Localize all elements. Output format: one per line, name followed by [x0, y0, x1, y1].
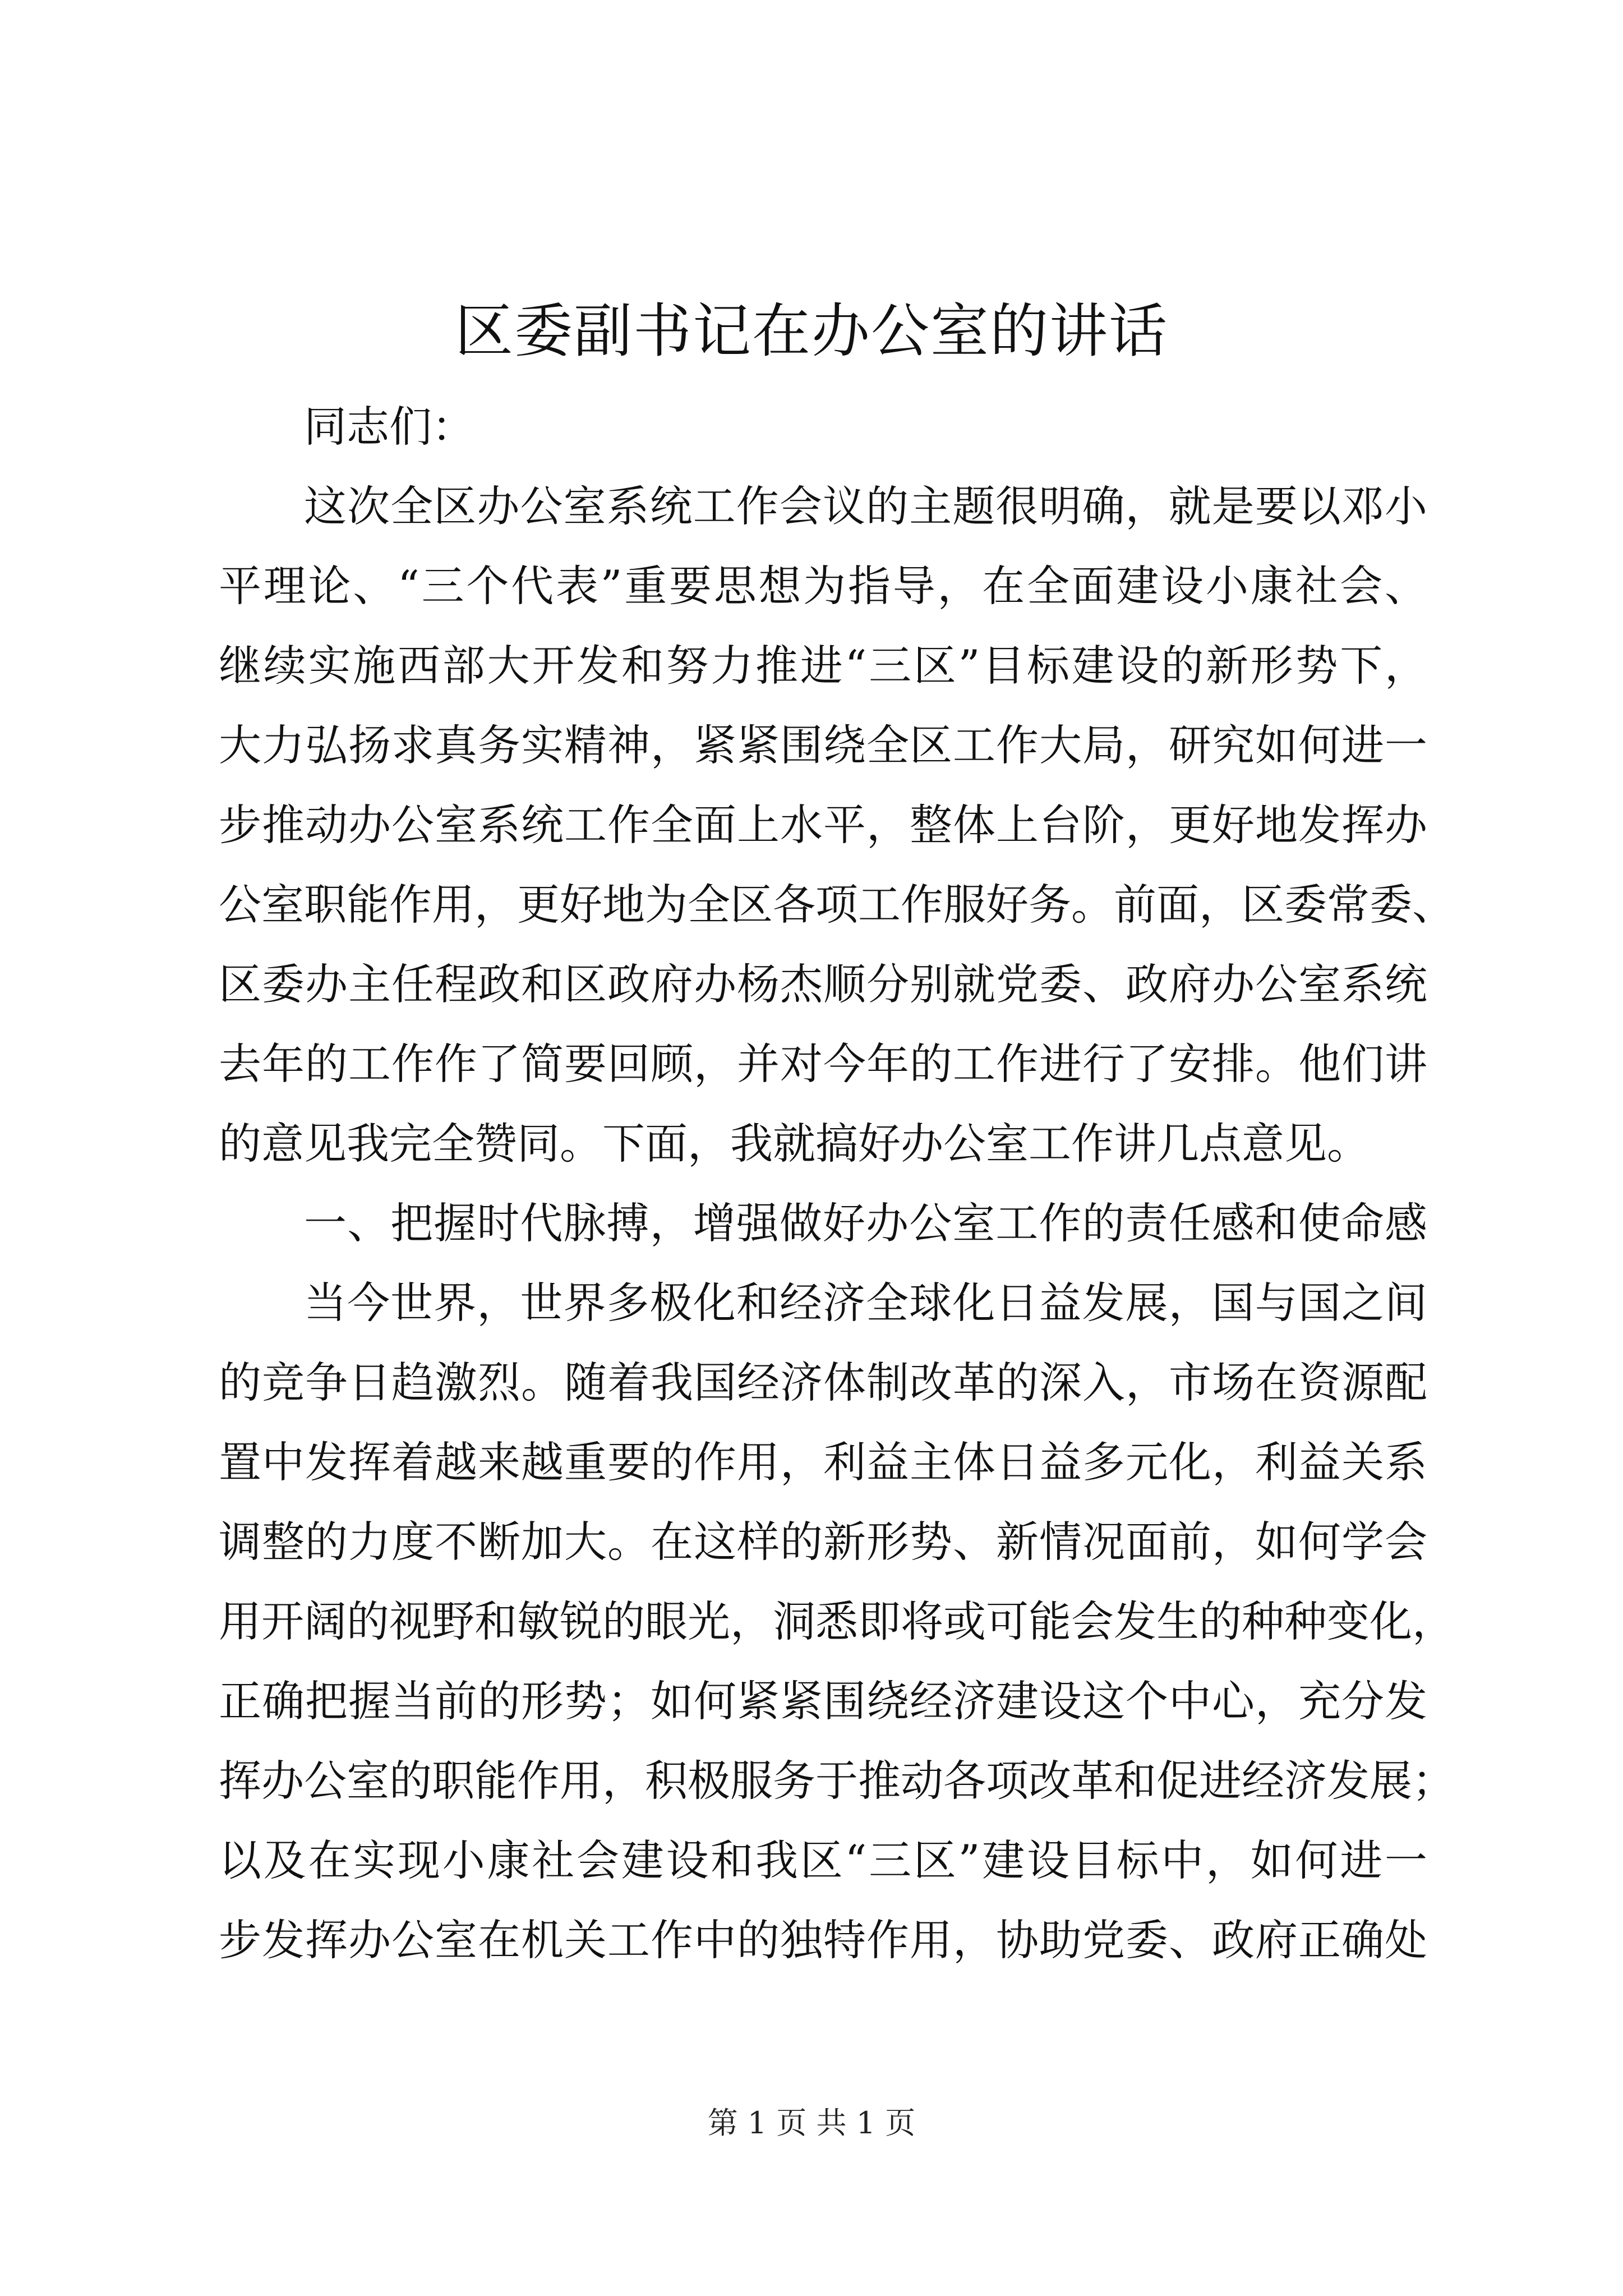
paragraph-line: 继续实施西部大开发和努力推进“三区”目标建设的新形势下，: [219, 641, 1427, 691]
paragraph-line: 步发挥办公室在机关工作中的独特作用，协助党委、政府正确处: [219, 1915, 1427, 1965]
paragraph-line: 置中发挥着越来越重要的作用，利益主体日益多元化，利益关系: [219, 1437, 1427, 1487]
paragraph-line: 区委办主任程政和区政府办杨杰顺分别就党委、政府办公室系统: [219, 959, 1427, 1009]
paragraph-line: 大力弘扬求真务实精神，紧紧围绕全区工作大局，研究如何进一: [219, 720, 1427, 770]
paragraph-line: 去年的工作作了简要回顾，并对今年的工作进行了安排。他们讲: [219, 1039, 1427, 1089]
paragraph-line: 挥办公室的职能作用，积极服务于推动各项改革和促进经济发展；: [219, 1756, 1455, 1806]
section-heading: 一、把握时代脉搏，增强做好办公室工作的责任感和使命感: [304, 1198, 1427, 1248]
paragraph-line: 步推动办公室系统工作全面上水平，整体上台阶，更好地发挥办: [219, 800, 1427, 850]
paragraph-line: 以及在实现小康社会建设和我区“三区”建设目标中，如何进一: [219, 1835, 1427, 1885]
paragraph-line: 平理论、“三个代表”重要思想为指导，在全面建设小康社会、: [219, 561, 1427, 611]
paragraph-line: 调整的力度不断加大。在这样的新形势、新情况面前，如何学会: [219, 1517, 1427, 1567]
paragraph-line: 的竞争日趋激烈。随着我国经济体制改革的深入，市场在资源配: [219, 1358, 1427, 1407]
salutation-line: 同志们：: [304, 402, 474, 452]
paragraph-line: 用开阔的视野和敏锐的眼光，洞悉即将或可能会发生的种种变化，: [219, 1596, 1455, 1646]
document-title: 区委副书记在办公室的讲话: [454, 297, 1168, 365]
paragraph-line: 正确把握当前的形势；如何紧紧围绕经济建设这个中心，充分发: [219, 1676, 1427, 1726]
paragraph-line: 的意见我完全赞同。下面，我就搞好办公室工作讲几点意见。: [219, 1119, 1370, 1168]
paragraph-line: 公室职能作用，更好地为全区各项工作服好务。前面，区委常委、: [219, 880, 1455, 930]
paragraph-line: 当今世界，世界多极化和经济全球化日益发展，国与国之间: [304, 1278, 1427, 1328]
page-footer: 第 1 页 共 1 页: [707, 2105, 916, 2141]
paragraph-line: 这次全区办公室系统工作会议的主题很明确，就是要以邓小: [304, 481, 1427, 531]
document-body: [219, 387, 1455, 1980]
